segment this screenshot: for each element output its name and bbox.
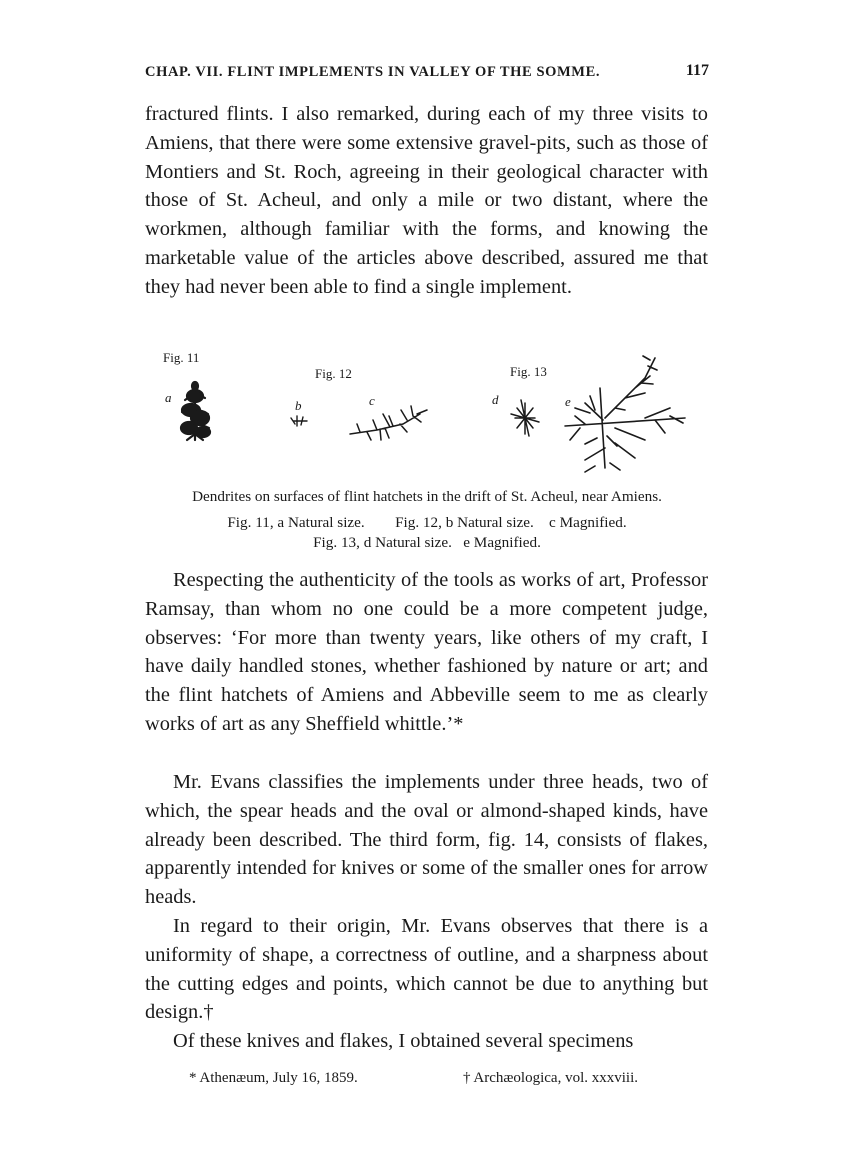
fig-11-label: Fig. 11 <box>163 350 200 365</box>
paragraph-5: Of these knives and flakes, I obtained several specimens <box>173 1030 634 1052</box>
paragraph-4: In regard to their origin, Mr. Evans observes that there is a uniformity of shape, a correctness of outline, and a sharpness about the cutting edges and points, which cannot be due to anything but design.† <box>145 915 708 1024</box>
page-number: 117 <box>685 62 709 79</box>
figure-caption-line2: Fig. 11, a Natural size. Fig. 12, b Natural size. c Magnified. <box>227 514 627 531</box>
fig-13-label: Fig. 13 <box>510 364 547 379</box>
paragraph-2: Respecting the authenticity of the tools as works of art, Professor Ramsay, than whom no one could be a more competent judge, observes: ‘For more than twenty years, like others of my craft, I have daily handled stones, whether fashioned by nature or art; and the flint hatchets of Amiens and Abbeville seem to me as clearly works of art as any Sheffield whittle.’* <box>145 569 708 735</box>
dendrite-illustrations <box>145 348 709 473</box>
paragraph-1: fractured flints. I also remarked, during each of my three visits to Amiens, that there were some extensive gravel-pits, such as those of Montiers and St. Roch, agreeing in their geological character with those of St. Acheul, and only a mile or two distant, where the workmen, although familiar with the forms, and knowing the marketable value of the articles above described, assured me that they had never been able to find a single implement. <box>145 103 708 298</box>
paragraph-3: Mr. Evans classifies the implements under three heads, two of which, the spear heads and the oval or almond-shaped kinds, have already been described. The third form, fig. 14, consists of flakes, apparently intended for knives or some of the smaller ones for arrow heads. <box>145 771 708 909</box>
dendrite-13d <box>511 400 539 436</box>
fig-letter-a: a <box>165 390 172 405</box>
dendrite-12b <box>291 416 307 426</box>
chapter-title: CHAP. VII. FLINT IMPLEMENTS IN VALLEY OF THE SOMME. <box>145 64 601 80</box>
running-header <box>145 60 709 86</box>
footnotes <box>145 1070 709 1092</box>
dendrite-11a <box>181 382 210 440</box>
dendrite-figures <box>145 348 709 473</box>
footnote-athenaeum: * Athenæum, July 16, 1859. <box>189 1070 358 1086</box>
fig-letter-d: d <box>492 392 499 407</box>
fig-12-label: Fig. 12 <box>315 366 352 381</box>
figure-caption-line3: Fig. 13, d Natural size. e Magnified. <box>313 534 541 551</box>
fig-letter-e: e <box>565 394 571 409</box>
dendrite-13e <box>565 356 685 472</box>
figure-caption-title: Dendrites on surfaces of flint hatchets in the drift of St. Acheul, near Amiens. <box>192 488 662 505</box>
footnote-archaeologica: † Archæologica, vol. xxxviii. <box>463 1070 638 1086</box>
fig-letter-b: b <box>295 398 302 413</box>
fig-letter-c: c <box>369 393 375 408</box>
dendrite-12c <box>350 406 427 440</box>
